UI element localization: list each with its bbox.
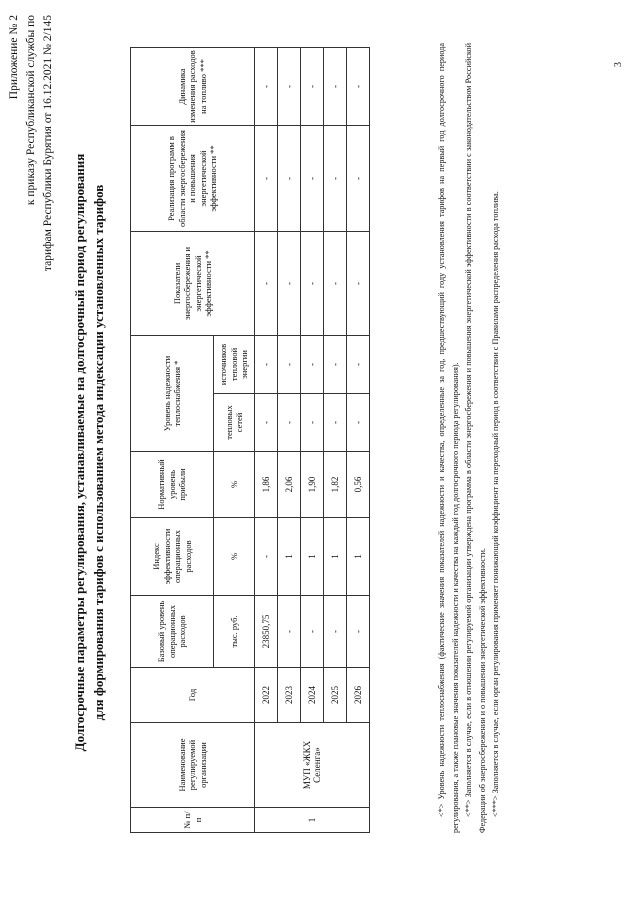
cell-dynamics: -	[278, 47, 301, 125]
unit-base-costs: тыс. руб.	[214, 596, 255, 668]
appendix-line-2: к приказу Республиканской службы по	[25, 15, 37, 206]
header-fuel-dynamics: Динамика изменения расходов на топливо ***	[131, 47, 255, 125]
cell-nets: -	[278, 394, 301, 452]
cell-energy: -	[278, 231, 301, 335]
cell-nets: -	[255, 394, 278, 452]
organization-name: МУП «ЖКХ Селенга»	[255, 723, 370, 808]
cell-programs: -	[324, 125, 347, 231]
table-row	[255, 47, 278, 832]
cell-profit: 0,56	[347, 452, 370, 518]
cell-base: 23850,75	[255, 596, 278, 668]
cell-nets: -	[324, 394, 347, 452]
footnote-3: <***> Заполняется в случае, если орган регулирования применяет понижающий коэффициент на переходный период в соответствии с Правилами распределения расхода топлива.	[491, 191, 500, 817]
parameters-table	[130, 47, 370, 833]
header-efficiency-index: Индекс эффективности операционных расходов	[131, 518, 214, 596]
cell-sources: -	[255, 335, 278, 393]
title-line-1: Долгосрочные параметры регулирования, устанавливаемые на долгосрочный период регулирования	[72, 153, 87, 752]
cell-energy: -	[301, 231, 324, 335]
cell-programs: -	[255, 125, 278, 231]
row-number: 1	[255, 808, 370, 833]
cell-profit: 1,90	[301, 452, 324, 518]
header-org: Наименование регулируемой организации	[131, 723, 255, 808]
cell-energy: -	[255, 231, 278, 335]
header-heat-sources: источников тепловой энергии	[214, 335, 255, 393]
cell-year: 2022	[255, 668, 278, 723]
table-row	[278, 47, 301, 832]
appendix-header	[6, 15, 57, 385]
table-row	[324, 47, 347, 832]
document-title	[70, 20, 108, 885]
header-year: Год	[131, 668, 255, 723]
footnote-2: <**> Заполняется в случае, если в отношении регулируемой организации утверждена программа в области энергосбережения и повышения энергетической эффективности в соответствии с законодательством Российской Федерации об энергосбережении и о повышении энергетической эффективности.	[464, 43, 487, 833]
footnote-1: <*> Уровень надежности теплоснабжения (фактические значения показателей надежности и качества, определенные за год, предшествующий году установления тарифов на первый год долгосрочного периода регулирования, а также плановые значения показателей надежности и качества на каждый год долгосрочного периода регулирования).	[437, 43, 460, 833]
cell-index: 1	[324, 518, 347, 596]
header-programs: Реализация программ в области энергосбережения и повышения энергетической эффективности **	[131, 125, 255, 231]
cell-year: 2025	[324, 668, 347, 723]
cell-nets: -	[347, 394, 370, 452]
cell-base: -	[278, 596, 301, 668]
cell-profit: 2,06	[278, 452, 301, 518]
cell-energy: -	[324, 231, 347, 335]
cell-dynamics: -	[324, 47, 347, 125]
cell-programs: -	[347, 125, 370, 231]
header-profit-level: Нормативный уровень прибыли	[131, 452, 214, 518]
cell-year: 2023	[278, 668, 301, 723]
cell-year: 2026	[347, 668, 370, 723]
cell-sources: -	[347, 335, 370, 393]
cell-year: 2024	[301, 668, 324, 723]
cell-base: -	[347, 596, 370, 668]
cell-index: -	[255, 518, 278, 596]
cell-nets: -	[301, 394, 324, 452]
header-energy-indicators: Показатели энергосбережения и энергетической эффективности **	[131, 231, 255, 335]
cell-programs: -	[301, 125, 324, 231]
header-reliability: Уровень надежности теплоснабжения *	[131, 335, 214, 451]
header-base-costs: Базовый уровень операционных расходов	[131, 596, 214, 668]
title-line-2: для формирования тарифов с использованием метода индексации установленных тарифов	[91, 184, 106, 721]
cell-energy: -	[347, 231, 370, 335]
table-row	[301, 47, 324, 832]
appendix-line-3: тарифам Республики Бурятия от 16.12.2021 № 2/145	[42, 15, 54, 272]
page-number: 3	[613, 62, 624, 67]
cell-index: 1	[278, 518, 301, 596]
cell-index: 1	[347, 518, 370, 596]
table-row	[347, 47, 370, 832]
cell-base: -	[324, 596, 347, 668]
appendix-line-1: Приложение № 2	[8, 15, 20, 100]
cell-dynamics: -	[347, 47, 370, 125]
cell-programs: -	[278, 125, 301, 231]
footnotes	[435, 43, 503, 833]
unit-efficiency-index: %	[214, 518, 255, 596]
header-num: № п/п	[131, 808, 255, 833]
cell-index: 1	[301, 518, 324, 596]
cell-sources: -	[301, 335, 324, 393]
cell-profit: 1,86	[255, 452, 278, 518]
cell-dynamics: -	[301, 47, 324, 125]
cell-dynamics: -	[255, 47, 278, 125]
cell-base: -	[301, 596, 324, 668]
cell-profit: 1,82	[324, 452, 347, 518]
header-heat-networks: тепловых сетей	[214, 394, 255, 452]
unit-profit-level: %	[214, 452, 255, 518]
cell-sources: -	[278, 335, 301, 393]
cell-sources: -	[324, 335, 347, 393]
